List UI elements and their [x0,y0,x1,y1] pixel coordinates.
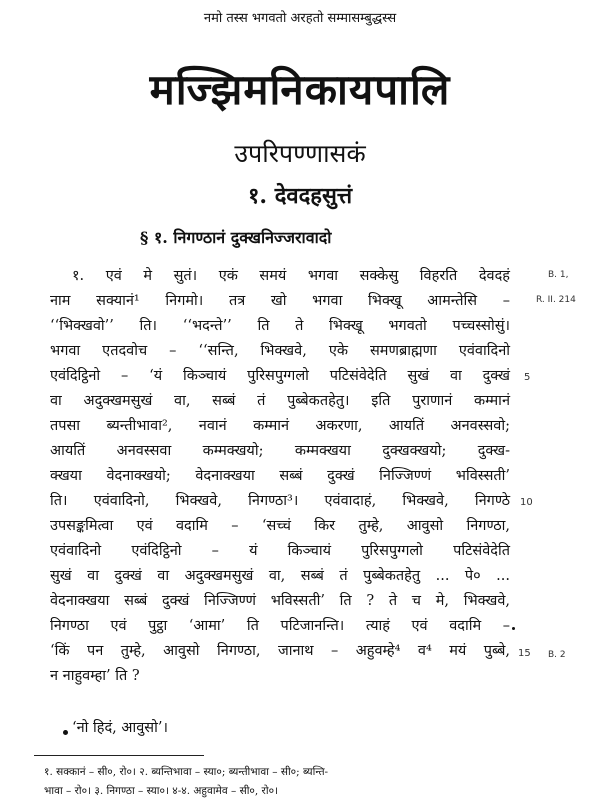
section-heading: § १. निगण्ठानं दुक्खनिज्जरावादो [140,228,332,247]
body-line: भगवा एतदवोच – ‘‘सन्ति, भिक्खवे, एके समणब्राह्मणा एवंवादिनो [50,343,510,359]
footnote-rule [34,755,204,756]
footnote-line: भावा – रो०। ३. निगण्ठा – स्या०। ४-४. अहुवामेव – सी०, रो०। [44,785,279,797]
body-line: एवंवादिनो एवंदिट्ठिनो – यं किञ्चायं पुरिसपुग्गलो पटिसंवेदेति [50,543,510,559]
body-line: ति। एवंवादिनो, भिक्खवे, निगण्ठा³। एवंवादाहं, भिक्खवे, निगण्ठे [50,493,510,509]
print-speck [63,730,68,735]
body-line: तपसा ब्यन्तीभावा², नवानं कम्मानं अकरणा, आयतिं अनवस्सवो; [50,418,510,434]
body-line: नाम सक्यानं¹ निगमो। तत्र खो भगवा भिक्खू आमन्तेसि – [50,293,510,309]
print-speck [512,627,515,630]
body-line: १. एवं मे सुतं। एकं समयं भगवा सक्केसु विहरति देवदहं [72,268,510,284]
sutta-title: १. देवदहसुत्तं [247,183,353,209]
margin-ref-b2: B. 2 [548,650,566,660]
body-line: ‘नो हिदं, आवुसो’। [72,720,168,736]
line-number: 10 [520,497,533,508]
body-line: ‘‘भिक्खवो’’ ति। ‘‘भदन्ते’’ ति ते भिक्खू भगवतो पच्चस्सोसुं। [50,318,510,334]
line-number: 15 [518,648,531,659]
body-line: ‘किं पन तुम्हे, आवुसो निगण्ठा, जानाथ – अहुवम्हे⁴ व⁴ मयं पुब्बे, [50,643,510,659]
body-line: क्खया वेदनाक्खयो; वेदनाक्खया सब्बं दुक्खं निज्जिण्णं भविस्सती’ [50,468,510,484]
body-line: वा अदुक्खमसुखं वा, सब्बं तं पुब्बेकतहेतु। इति पुराणानं कम्मानं [50,393,510,409]
book-title: मज्झिमनिकायपालि [149,65,451,114]
book-subtitle: उपरिपण्णासकं [234,139,366,168]
margin-ref-r2: R. II. 214 [536,295,576,305]
body-line: एवंदिट्ठिनो – ‘यं किञ्चायं पुरिसपुग्गलो पटिसंवेदेति सुखं वा दुक्खं [50,368,510,384]
line-number: 5 [524,372,531,383]
footnote-line: १. सक्कानं – सी०, रो०। २. ब्यन्तिभावा – स्या०; ब्यन्तीभावा – सी०; ब्यन्ति- [44,766,329,778]
body-line: न नाहुवम्हा’ ति ? [50,668,140,684]
body-line: वेदनाक्खया सब्बं दुक्खं निज्जिण्णं भविस्सती’ ति ? ते च मे, भिक्खवे, [50,593,510,609]
body-line: उपसङ्कमित्वा एवं वदामि – ‘सच्चं किर तुम्हे, आवुसो निगण्ठा, [50,518,510,534]
invocation-line: नमो तस्स भगवतो अरहतो सम्मासम्बुद्धस्स [203,11,397,26]
margin-ref-b1: B. 1, [548,270,569,280]
body-line: सुखं वा दुक्खं वा अदुक्खमसुखं वा, सब्बं तं पुब्बेकतहेतु ... पे० ... [50,568,510,584]
body-line: आयतिं अनवस्सवा कम्मक्खयो; कम्मक्खया दुक्खक्खयो; दुक्ख- [50,443,510,459]
body-line: निगण्ठा एवं पुट्ठा ‘आमा’ ति पटिजानन्ति। त्याहं एवं वदामि – [50,618,510,634]
